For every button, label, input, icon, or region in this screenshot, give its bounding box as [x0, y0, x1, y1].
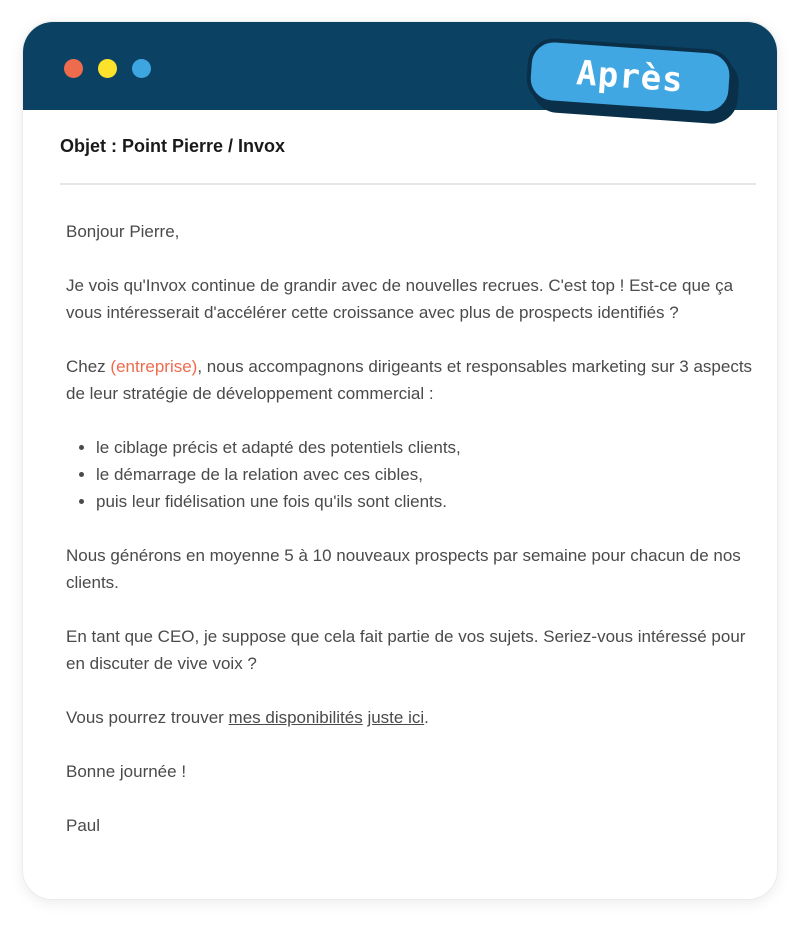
paragraph-intro: Je vois qu'Invox continue de grandir avec de nouvelles recrues. C'est top ! Est-ce que ça vous intéresserait d'accélérer cette croissance avec plus de prospects identifiés ?	[66, 276, 734, 322]
list-item: • le démarrage de la relation avec ces cibles,	[96, 461, 756, 488]
subject-divider	[60, 183, 756, 185]
email-subject: Objet : Point Pierre / Invox	[60, 136, 286, 156]
list-item: • le ciblage précis et adapté des potentiels clients,	[96, 434, 756, 461]
closing: Bonne journée !	[66, 762, 187, 781]
after-badge	[525, 37, 739, 119]
email-window	[22, 21, 778, 900]
availability-suffix: .	[424, 708, 429, 727]
email-body	[66, 218, 756, 866]
paragraph-availability	[66, 704, 756, 731]
availability-prefix: Vous pourrez trouver	[66, 708, 229, 727]
here-link[interactable]: juste ici	[367, 708, 425, 727]
close-dot-icon[interactable]	[64, 59, 83, 78]
badge-label: Après	[525, 37, 735, 117]
paragraph-company	[66, 353, 756, 407]
paragraph-results: Nous générons en moyenne 5 à 10 nouveaux prospects par semaine pour chacun de nos clients.	[66, 546, 741, 592]
minimize-dot-icon[interactable]	[98, 59, 117, 78]
paragraph-company-suffix: , nous accompagnons dirigeants et responsables marketing sur 3 aspects de leur stratégie de développement commercial :	[66, 357, 753, 403]
list-item: • puis leur fidélisation une fois qu'ils sont clients.	[96, 488, 756, 515]
greeting: Bonjour Pierre,	[66, 222, 180, 241]
signature: Paul	[66, 816, 101, 835]
company-placeholder: (entreprise)	[110, 357, 198, 376]
aspects-list	[66, 434, 756, 515]
paragraph-question: En tant que CEO, je suppose que cela fait partie de vos sujets. Seriez-vous intéressé pour en discuter de vive voix ?	[66, 627, 746, 673]
availability-link[interactable]: mes disponibilités	[228, 708, 363, 727]
paragraph-company-prefix: Chez	[66, 357, 111, 376]
maximize-dot-icon[interactable]	[132, 59, 151, 78]
